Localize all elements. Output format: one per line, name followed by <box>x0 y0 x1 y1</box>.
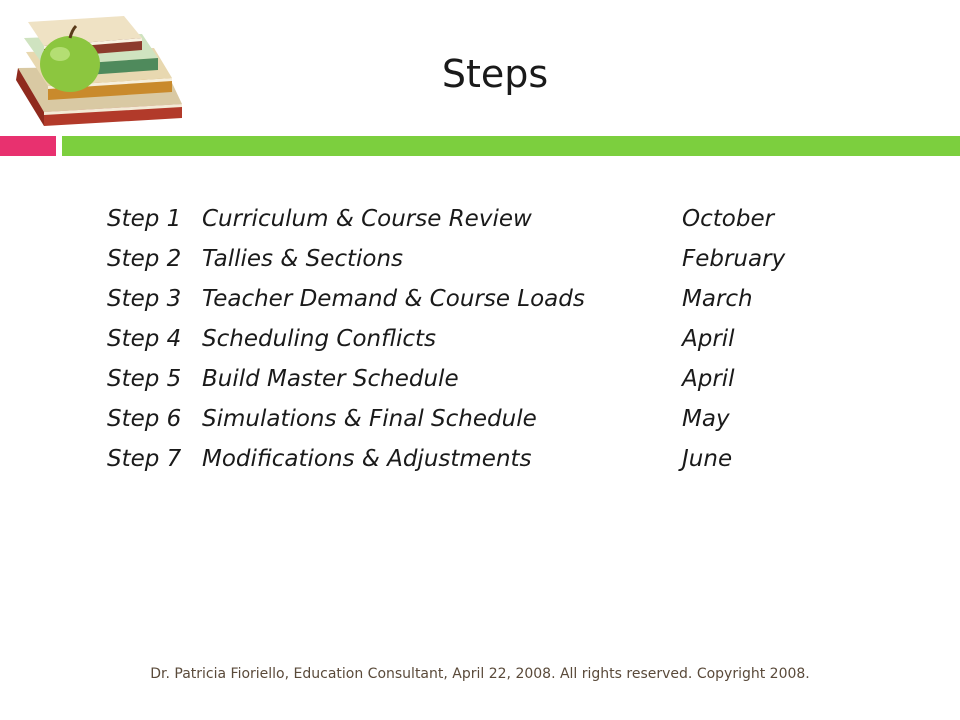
step-number: Step 2 <box>107 246 182 272</box>
step-month: October <box>682 206 775 232</box>
step-month: June <box>682 446 733 472</box>
step-number: Step 3 <box>107 286 182 312</box>
step-month: April <box>682 326 735 352</box>
step-number: Step 1 <box>107 206 182 232</box>
step-number: Step 4 <box>107 326 182 352</box>
step-number: Step 5 <box>107 366 182 392</box>
step-month: February <box>682 246 786 272</box>
step-task: Scheduling Conflicts <box>202 326 437 352</box>
step-month: April <box>682 366 735 392</box>
copyright-footer: Dr. Patricia Fioriello, Education Consultant, April 22, 2008. All rights reserved. Copyright 2008. <box>150 666 810 682</box>
step-month: May <box>682 406 730 432</box>
step-month: March <box>682 286 753 312</box>
step-task: Build Master Schedule <box>202 366 459 392</box>
step-task: Teacher Demand & Course Loads <box>202 286 585 312</box>
step-number: Step 6 <box>107 406 182 432</box>
slide-title: Steps <box>441 52 549 96</box>
step-task: Tallies & Sections <box>202 246 404 272</box>
books-apple-image <box>14 8 190 132</box>
step-task: Curriculum & Course Review <box>202 206 532 232</box>
step-task: Modifications & Adjustments <box>202 446 532 472</box>
accent-bar-pink <box>0 136 56 156</box>
step-number: Step 7 <box>107 446 182 472</box>
step-task: Simulations & Final Schedule <box>202 406 537 432</box>
accent-bar-green <box>62 136 960 156</box>
